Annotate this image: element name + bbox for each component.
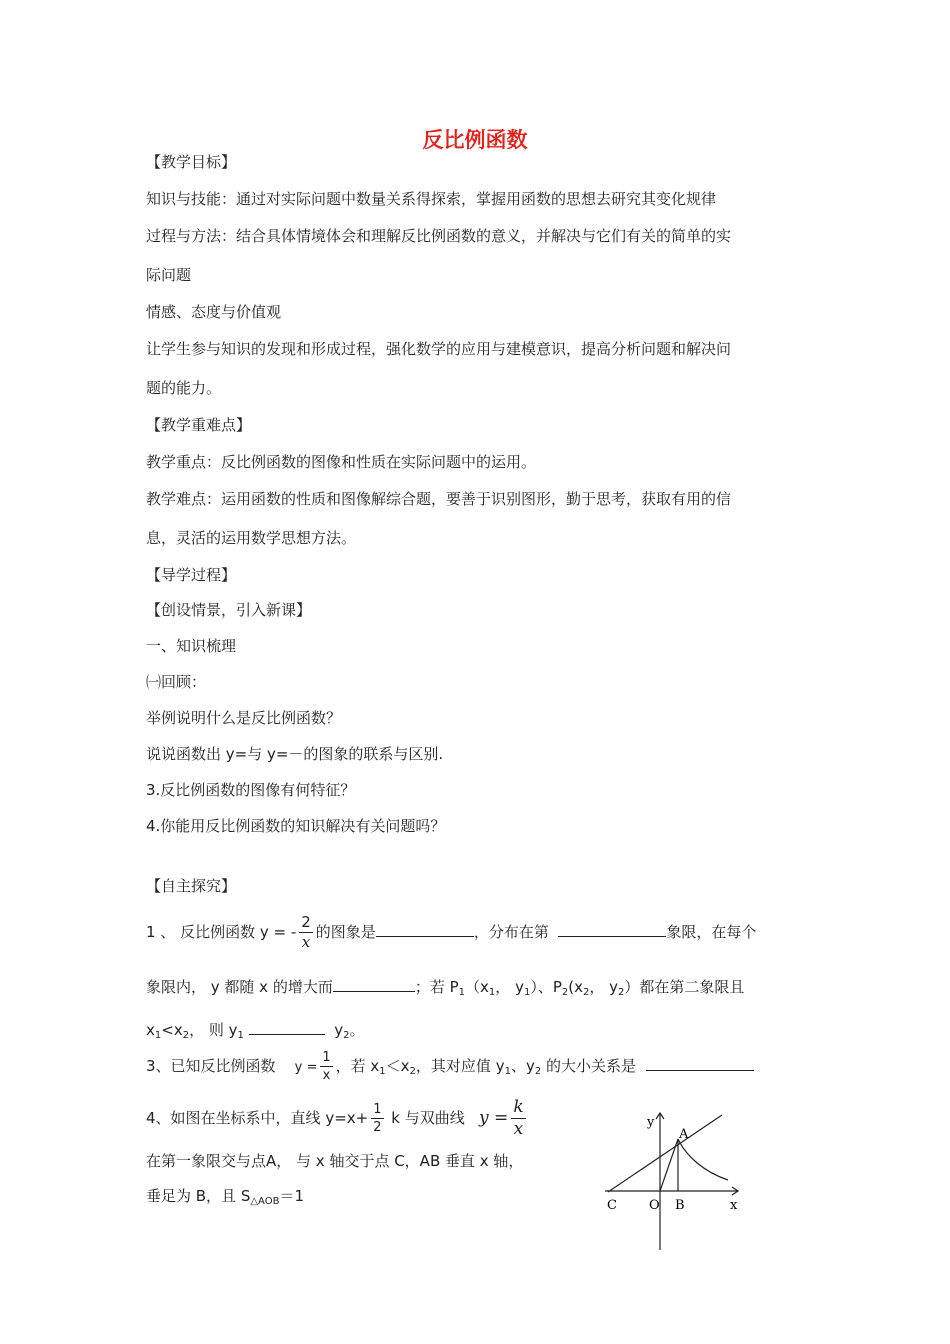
problem-1-text-o2: 。 [349,1021,365,1039]
subscript: 1 [504,1066,511,1077]
review-question-2: 说说函数出 y=与 y=－的图象的联系与区别. [146,745,444,763]
answer-blank[interactable] [558,922,666,937]
subscript: △AOB [250,1196,280,1207]
label-a: A [679,1127,689,1142]
section-objectives: 【教学目标】 [146,153,237,171]
problem-3-text-a: 3、已知反比例函数 [146,1057,276,1075]
fraction-k-over-x [511,1099,525,1138]
subscript: 1 [523,987,531,998]
problem-4-line-1 [146,1098,529,1138]
problem-1-text-j: (x [568,978,583,996]
section-intro: 【创设情景，引入新课】 [146,601,312,619]
problem-3-text-d: ，其对应值 y [415,1057,505,1075]
problem-1-line-1 [146,912,756,952]
problem-3 [146,1046,754,1092]
fraction-numerator: 1 [373,1102,382,1117]
section-key-points: 【教学重难点】 [146,416,252,434]
problem-1-text-f: ；若 P [414,978,459,996]
problem-1-text-c: ，分布在第 [473,923,549,941]
fraction-denominator: x [301,933,311,951]
subscript: 1 [488,987,496,998]
problem-1-text-i: ）、P [530,978,562,996]
problem-1-text-m: x [146,1021,155,1039]
section-process: 【导学过程】 [146,566,237,584]
fraction-1-over-2 [371,1103,383,1134]
label-c: C [607,1198,617,1213]
subscript: 2 [182,1030,190,1041]
subscript: 2 [409,1066,416,1077]
problem-3-text-e: 、y [510,1057,535,1075]
objective-process-cont: 际问题 [146,266,192,284]
review-label: ㈠回顾： [146,673,207,691]
subscript: 2 [582,987,590,998]
problem-4-text-b: k 与双曲线 [386,1109,465,1127]
problem-4-text-a: 4、如图在坐标系中，直线 y=x+ [146,1109,369,1127]
problem-4-y-equals: y = [479,1108,509,1128]
problem-3-y-equals: y = [294,1060,318,1075]
problem-1-line-2 [146,977,744,1003]
label-o: O [649,1198,660,1213]
objective-process: 过程与方法：结合具体情境体会和理解反比例函数的意义，并解决与它们有关的简单的实 [146,227,732,245]
subscript: 2 [618,987,625,998]
problem-3-text-b: ，若 x [335,1057,380,1075]
fraction-1-over-x [320,1051,332,1082]
problem-4-text-d2: ＝1 [279,1187,304,1205]
subscript: 1 [237,1030,244,1041]
objective-emotion-detail: 让学生参与知识的发现和形成过程，强化数学的应用与建模意识，提高分析问题和解决问 [146,340,732,358]
fraction-numerator: 1 [322,1050,331,1065]
label-y: y [647,1115,655,1130]
problem-1-text-g: （x [465,978,489,996]
subscript: 2 [561,987,569,998]
answer-blank[interactable] [646,1056,754,1071]
subscript: 1 [154,1030,162,1041]
segment-oa [660,1139,678,1191]
subscript: 2 [534,1066,542,1077]
problem-1-text-l: ）都在第二象限且 [624,978,745,996]
answer-blank[interactable] [376,922,474,937]
problem-1-text-h: ， y [495,978,524,996]
fraction-2-over-x [299,915,313,950]
review-question-4: 4.你能用反比例函数的知识解决有关问题吗？ [146,817,446,835]
difficult-point: 教学难点：运用函数的性质和图像解综合题，要善于识别图形，勤于思考，获取有用的信 [146,490,732,508]
fraction-numerator: 2 [301,913,311,931]
problem-1-text-d: 象限，在每个 [666,923,757,941]
problem-1-text-n: ， 则 y [189,1021,238,1039]
problem-3-text-c: ＜x [385,1057,410,1075]
subscript: 1 [379,1066,386,1077]
coordinate-figure [600,1108,750,1256]
page-title: 反比例函数 [422,128,528,152]
subscript: 2 [343,1030,350,1041]
problem-1-text-m2: <x [161,1021,183,1039]
problem-1-line-3 [146,1020,365,1046]
problem-1-text-k: ， y [589,978,619,996]
problem-4-line-2: 在第一象限交与点A， 与 x 轴交于点 C，AB 垂直 x 轴， [146,1152,524,1170]
subscript: 1 [458,987,466,998]
problem-4-line-3 [146,1186,304,1212]
difficult-point-cont: 息，灵活的运用数学思想方法。 [146,529,357,547]
objective-knowledge: 知识与技能：通过对实际问题中数量关系得探索，掌握用函数的思想去研究其变化规律 [146,190,717,208]
problem-1-text-e: 象限内， y 都随 x 的增大而 [146,978,333,996]
fraction-denominator: x [322,1068,331,1083]
answer-blank[interactable] [333,977,415,992]
label-b: B [675,1198,685,1213]
label-x: x [730,1198,738,1213]
problem-1-text-b: 的图象是 [315,923,376,941]
knowledge-review-heading: 一、知识梳理 [146,637,237,655]
problem-1-text-o: y [334,1021,344,1039]
review-question-3: 3.反比例函数的图像有何特征？ [146,781,356,799]
line-graph [608,1115,722,1192]
section-explore: 【自主探究】 [146,877,237,895]
fraction-numerator: k [513,1097,524,1117]
problem-3-text-f: 的大小关系是 [546,1057,637,1075]
problem-1-text-a: 1 、 反比例函数 y = - [146,923,297,941]
objective-emotion: 情感、态度与价值观 [146,303,282,321]
fraction-denominator: 2 [373,1120,382,1135]
hyperbola-curve [678,1139,728,1180]
key-point: 教学重点：反比例函数的图像和性质在实际问题中的运用。 [146,453,537,471]
objective-emotion-detail-cont: 题的能力。 [146,379,222,397]
answer-blank[interactable] [249,1020,325,1035]
fraction-denominator: x [513,1119,524,1139]
review-question-1: 举例说明什么是反比例函数？ [146,709,342,727]
problem-4-text-d: 垂足为 B，且 S [146,1187,251,1205]
